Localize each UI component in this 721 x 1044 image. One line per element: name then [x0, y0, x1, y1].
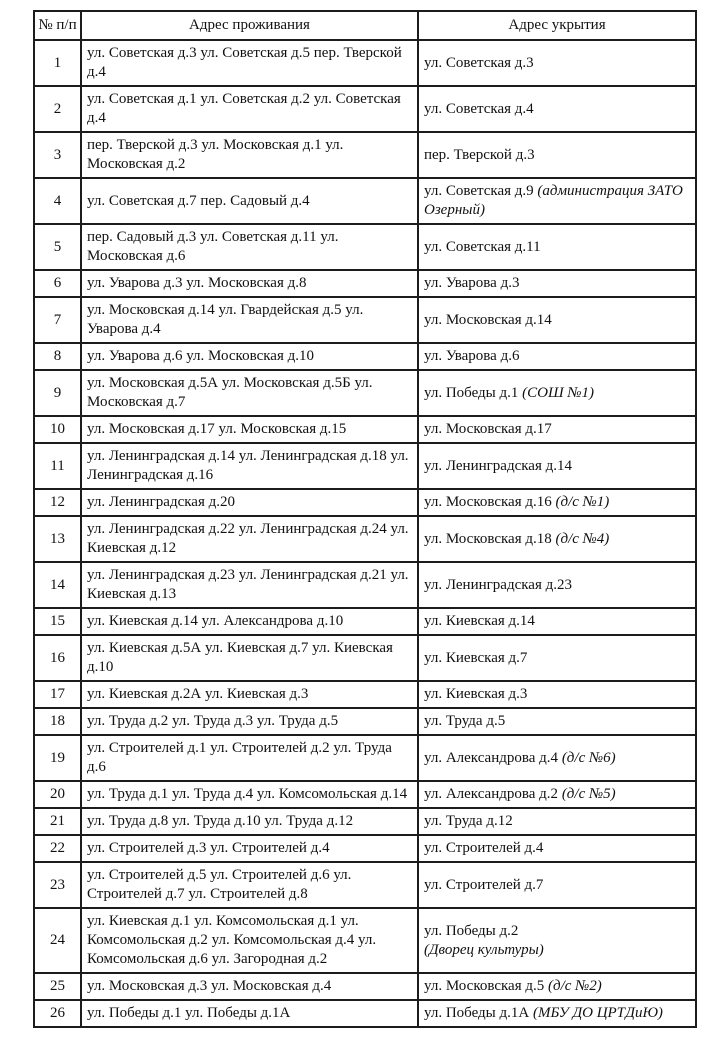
residence-address-cell: ул. Советская д.3 ул. Советская д.5 пер. Тверской д.4 — [81, 40, 418, 86]
shelter-note: (д/с №4) — [555, 530, 610, 547]
row-number: 7 — [34, 297, 81, 343]
row-number: 21 — [34, 808, 81, 835]
row-number: 2 — [34, 86, 81, 132]
table-row — [34, 132, 696, 178]
row-number: 3 — [34, 132, 81, 178]
residence-address-cell: ул. Советская д.7 пер. Садовый д.4 — [81, 178, 418, 224]
shelter-address-text: ул. Киевская д.7 — [424, 649, 528, 666]
shelter-address-cell — [418, 1000, 696, 1027]
shelter-note: (СОШ №1) — [522, 384, 595, 401]
residence-address-cell: ул. Московская д.14 ул. Гвардейская д.5 ул. Уварова д.4 — [81, 297, 418, 343]
shelter-address-text: ул. Московская д.14 — [424, 311, 552, 328]
shelter-address-cell — [418, 178, 696, 224]
table-row — [34, 270, 696, 297]
residence-address-cell: ул. Киевская д.2А ул. Киевская д.3 — [81, 681, 418, 708]
table-row — [34, 608, 696, 635]
table-row — [34, 562, 696, 608]
table-row — [34, 735, 696, 781]
residence-address-cell: ул. Труда д.8 ул. Труда д.10 ул. Труда д.12 — [81, 808, 418, 835]
row-number: 11 — [34, 443, 81, 489]
row-number: 15 — [34, 608, 81, 635]
row-number: 26 — [34, 1000, 81, 1027]
shelter-address-cell — [418, 608, 696, 635]
residence-address-cell: ул. Ленинградская д.22 ул. Ленинградская д.24 ул. Киевская д.12 — [81, 516, 418, 562]
row-number: 19 — [34, 735, 81, 781]
residence-address-cell: ул. Труда д.1 ул. Труда д.4 ул. Комсомольская д.14 — [81, 781, 418, 808]
table-row — [34, 224, 696, 270]
residence-address-cell: ул. Строителей д.5 ул. Строителей д.6 ул. Строителей д.7 ул. Строителей д.8 — [81, 862, 418, 908]
table-row — [34, 908, 696, 973]
shelter-address-text: ул. Труда д.12 — [424, 813, 513, 829]
residence-address-cell: ул. Киевская д.1 ул. Комсомольская д.1 ул. Комсомольская д.2 ул. Комсомольская д.4 ул. Комсомольская д.6 ул. Загородная д.2 — [81, 908, 418, 973]
table-row — [34, 781, 696, 808]
shelter-note: (администрация ЗАТО Озерный) — [424, 183, 683, 218]
shelter-address-cell — [418, 862, 696, 908]
row-number: 16 — [34, 635, 81, 681]
shelter-address-text: ул. Уварова д.3 — [424, 275, 520, 291]
row-number: 18 — [34, 708, 81, 735]
row-number: 13 — [34, 516, 81, 562]
shelter-address-cell — [418, 224, 696, 270]
table-row — [34, 443, 696, 489]
row-number: 25 — [34, 973, 81, 1000]
shelter-address-text: ул. Победы д.1А — [424, 1005, 530, 1021]
residence-address-cell: ул. Киевская д.5А ул. Киевская д.7 ул. Киевская д.10 — [81, 635, 418, 681]
shelter-address-text: ул. Советская д.3 — [424, 54, 534, 71]
shelter-address-cell — [418, 132, 696, 178]
row-number: 22 — [34, 835, 81, 862]
residence-address-cell: ул. Победы д.1 ул. Победы д.1А — [81, 1000, 418, 1027]
table-row — [34, 862, 696, 908]
shelter-address-text: ул. Победы д.1 — [424, 384, 519, 401]
shelter-address-cell — [418, 908, 696, 973]
shelter-address-text: ул. Советская д.4 — [424, 100, 534, 117]
shelter-address-text: ул. Строителей д.4 — [424, 840, 544, 856]
row-number: 17 — [34, 681, 81, 708]
shelter-note: (д/с №2) — [548, 978, 602, 994]
residence-address-cell: ул. Строителей д.3 ул. Строителей д.4 — [81, 835, 418, 862]
shelter-note: (д/с №5) — [561, 786, 616, 802]
shelter-address-text: ул. Ленинградская д.23 — [424, 576, 572, 593]
residence-address-cell: ул. Советская д.1 ул. Советская д.2 ул. Советская д.4 — [81, 86, 418, 132]
row-number: 4 — [34, 178, 81, 224]
table-row — [34, 973, 696, 1000]
shelter-address-text: ул. Московская д.18 — [424, 530, 552, 547]
residence-address-cell: пер. Садовый д.3 ул. Советская д.11 ул. Московская д.6 — [81, 224, 418, 270]
shelter-address-text: ул. Александрова д.4 — [424, 749, 559, 766]
residence-address-cell: пер. Тверской д.3 ул. Московская д.1 ул. Московская д.2 — [81, 132, 418, 178]
row-number: 14 — [34, 562, 81, 608]
residence-address-cell: ул. Ленинградская д.20 — [81, 489, 418, 516]
shelter-address-text: ул. Ленинградская д.14 — [424, 457, 572, 474]
row-number: 5 — [34, 224, 81, 270]
shelter-address-cell — [418, 835, 696, 862]
shelter-address-cell — [418, 270, 696, 297]
residence-address-cell: ул. Московская д.3 ул. Московская д.4 — [81, 973, 418, 1000]
shelter-note: (Дворец культуры) — [424, 941, 544, 958]
shelter-note: (МБУ ДО ЦРТДиЮ) — [532, 1005, 663, 1021]
residence-address-cell: ул. Уварова д.3 ул. Московская д.8 — [81, 270, 418, 297]
shelter-address-text: ул. Советская д.9 — [424, 183, 534, 199]
shelter-note: (д/с №1) — [555, 494, 610, 510]
shelter-address-cell — [418, 86, 696, 132]
shelter-address-text: ул. Московская д.5 — [424, 978, 545, 994]
residence-address-cell: ул. Уварова д.6 ул. Московская д.10 — [81, 343, 418, 370]
table-row — [34, 681, 696, 708]
shelter-address-table — [33, 10, 697, 1028]
shelter-address-cell — [418, 973, 696, 1000]
shelter-address-text: ул. Киевская д.14 — [424, 613, 535, 629]
shelter-address-cell — [418, 297, 696, 343]
shelter-address-cell — [418, 443, 696, 489]
shelter-address-cell — [418, 635, 696, 681]
row-number: 24 — [34, 908, 81, 973]
shelter-address-text: ул. Строителей д.7 — [424, 876, 544, 893]
row-number: 10 — [34, 416, 81, 443]
shelter-address-cell — [418, 516, 696, 562]
shelter-address-cell — [418, 681, 696, 708]
shelter-address-cell — [418, 343, 696, 370]
shelter-address-text: ул. Уварова д.6 — [424, 348, 520, 364]
shelter-address-cell — [418, 808, 696, 835]
residence-address-cell: ул. Ленинградская д.23 ул. Ленинградская д.21 ул. Киевская д.13 — [81, 562, 418, 608]
shelter-address-cell — [418, 735, 696, 781]
table-row — [34, 343, 696, 370]
row-number: 20 — [34, 781, 81, 808]
shelter-address-text: ул. Труда д.5 — [424, 713, 506, 729]
residence-address-cell: ул. Московская д.17 ул. Московская д.15 — [81, 416, 418, 443]
table-row — [34, 86, 696, 132]
shelter-address-cell — [418, 489, 696, 516]
column-header-residence-address: Адрес проживания — [81, 11, 418, 40]
column-header-number: № п/п — [34, 11, 81, 40]
shelter-address-cell — [418, 562, 696, 608]
table-row — [34, 489, 696, 516]
residence-address-cell: ул. Ленинградская д.14 ул. Ленинградская д.18 ул. Ленинградская д.16 — [81, 443, 418, 489]
shelter-address-text: пер. Тверской д.3 — [424, 146, 535, 163]
header-row — [34, 11, 696, 40]
shelter-note: (д/с №6) — [561, 749, 616, 766]
table-row — [34, 1000, 696, 1027]
table-row — [34, 178, 696, 224]
table-row — [34, 808, 696, 835]
shelter-address-text: ул. Победы д.2 — [424, 922, 519, 939]
shelter-address-text: ул. Александрова д.2 — [424, 786, 559, 802]
shelter-address-cell — [418, 781, 696, 808]
table-row — [34, 635, 696, 681]
table-row — [34, 370, 696, 416]
column-header-shelter-address: Адрес укрытия — [418, 11, 696, 40]
table-row — [34, 416, 696, 443]
row-number: 8 — [34, 343, 81, 370]
residence-address-cell: ул. Московская д.5А ул. Московская д.5Б ул. Московская д.7 — [81, 370, 418, 416]
shelter-address-cell — [418, 370, 696, 416]
table-row — [34, 40, 696, 86]
residence-address-cell: ул. Киевская д.14 ул. Александрова д.10 — [81, 608, 418, 635]
residence-address-cell: ул. Труда д.2 ул. Труда д.3 ул. Труда д.5 — [81, 708, 418, 735]
table-body — [34, 40, 696, 1027]
shelter-address-cell — [418, 708, 696, 735]
shelter-address-text: ул. Московская д.17 — [424, 421, 552, 437]
table-row — [34, 297, 696, 343]
shelter-address-text: ул. Московская д.16 — [424, 494, 552, 510]
shelter-address-cell — [418, 416, 696, 443]
shelter-address-text: ул. Киевская д.3 — [424, 686, 528, 702]
shelter-address-text: ул. Советская д.11 — [424, 238, 541, 255]
table-row — [34, 708, 696, 735]
residence-address-cell: ул. Строителей д.1 ул. Строителей д.2 ул. Труда д.6 — [81, 735, 418, 781]
table-row — [34, 516, 696, 562]
row-number: 9 — [34, 370, 81, 416]
row-number: 12 — [34, 489, 81, 516]
row-number: 6 — [34, 270, 81, 297]
row-number: 1 — [34, 40, 81, 86]
shelter-address-cell — [418, 40, 696, 86]
table-row — [34, 835, 696, 862]
row-number: 23 — [34, 862, 81, 908]
